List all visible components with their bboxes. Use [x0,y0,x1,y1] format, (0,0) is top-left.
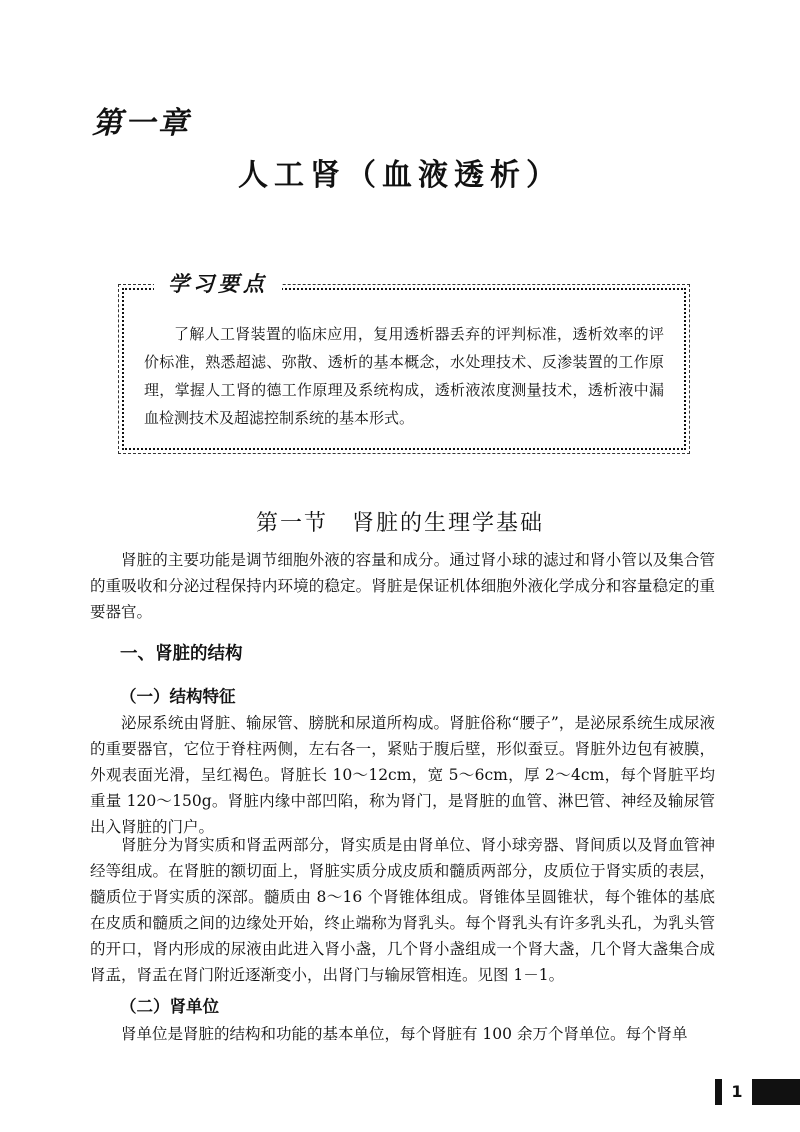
key-points-title: 学习要点 [154,268,282,298]
section-heading [0,506,800,537]
key-points-box [122,272,686,450]
section-title: 肾脏的生理学基础 [352,511,545,536]
subsubsection-heading: （二）肾单位 [120,997,219,1016]
chapter-title: 人工肾（血液透析） [238,158,562,193]
key-points-text: 了解人工肾装置的临床应用，复用透析器丢弃的评判标准，透析效率的评价标准，熟悉超滤、弥散、透析的基本概念，水处理技术、反渗装置的工作原理，掌握人工肾的德工作原理及系统构成，透析液浓度测量技术，透析液中漏血检测技术及超滤控制系统的基本形式。 [144,325,664,427]
body-paragraph: 肾脏分为肾实质和肾盂两部分，肾实质是由肾单位、肾小球旁器、肾间质以及肾血管神经等组成。在肾脏的额切面上，肾脏实质分成皮质和髓质两部分，皮质位于肾实质的表层，髓质位于肾实质的深部。髓质由 8～16 个肾锥体组成。肾锥体呈圆锥状，每个锥体的基底在皮质和髓质之间的边缘处开始，终止端称为肾乳头。每个肾乳头有许多乳头孔，为乳头管的开口，肾内形成的尿液由此进入肾小盏，几个肾小盏组成一个肾大盏，几个肾大盏集合成肾盂，肾盂在肾门附近逐渐变小，出肾门与输尿管相连。见图 1－1。 [90,836,715,984]
subsection-heading: 一、肾脏的结构 [120,644,243,664]
page-number: 1 [722,1079,752,1105]
body-paragraph: 肾单位是肾脏的结构和功能的基本单位，每个肾脏有 100 余万个肾单位。每个肾单 [121,1025,688,1043]
body-paragraph: 泌尿系统由肾脏、输尿管、膀胱和尿道所构成。肾脏俗称“腰子”，是泌尿系统生成尿液的重要器官，它位于脊柱两侧，左右各一，紧贴于腹后壁，形似蚕豆。肾脏外边包有被膜，外观表面光滑，呈红褐色。肾脏长 10～12cm，宽 5～6cm，厚 2～4cm，每个肾脏平均重量 120～150g。肾脏内缘中部凹陷，称为肾门，是肾脏的血管、淋巴管、神经及输尿管出入肾脏的门户。 [90,714,715,836]
subsubsection-heading: （一）结构特征 [120,687,236,706]
chapter-label: 第一章 [92,106,191,141]
intro-paragraph: 肾脏的主要功能是调节细胞外液的容量和成分。通过肾小球的滤过和肾小管以及集合管的重吸收和分泌过程保持内环境的稳定。肾脏是保证机体细胞外液化学成分和容量稳定的重要器官。 [90,551,715,621]
section-number: 第一节 [255,511,328,536]
